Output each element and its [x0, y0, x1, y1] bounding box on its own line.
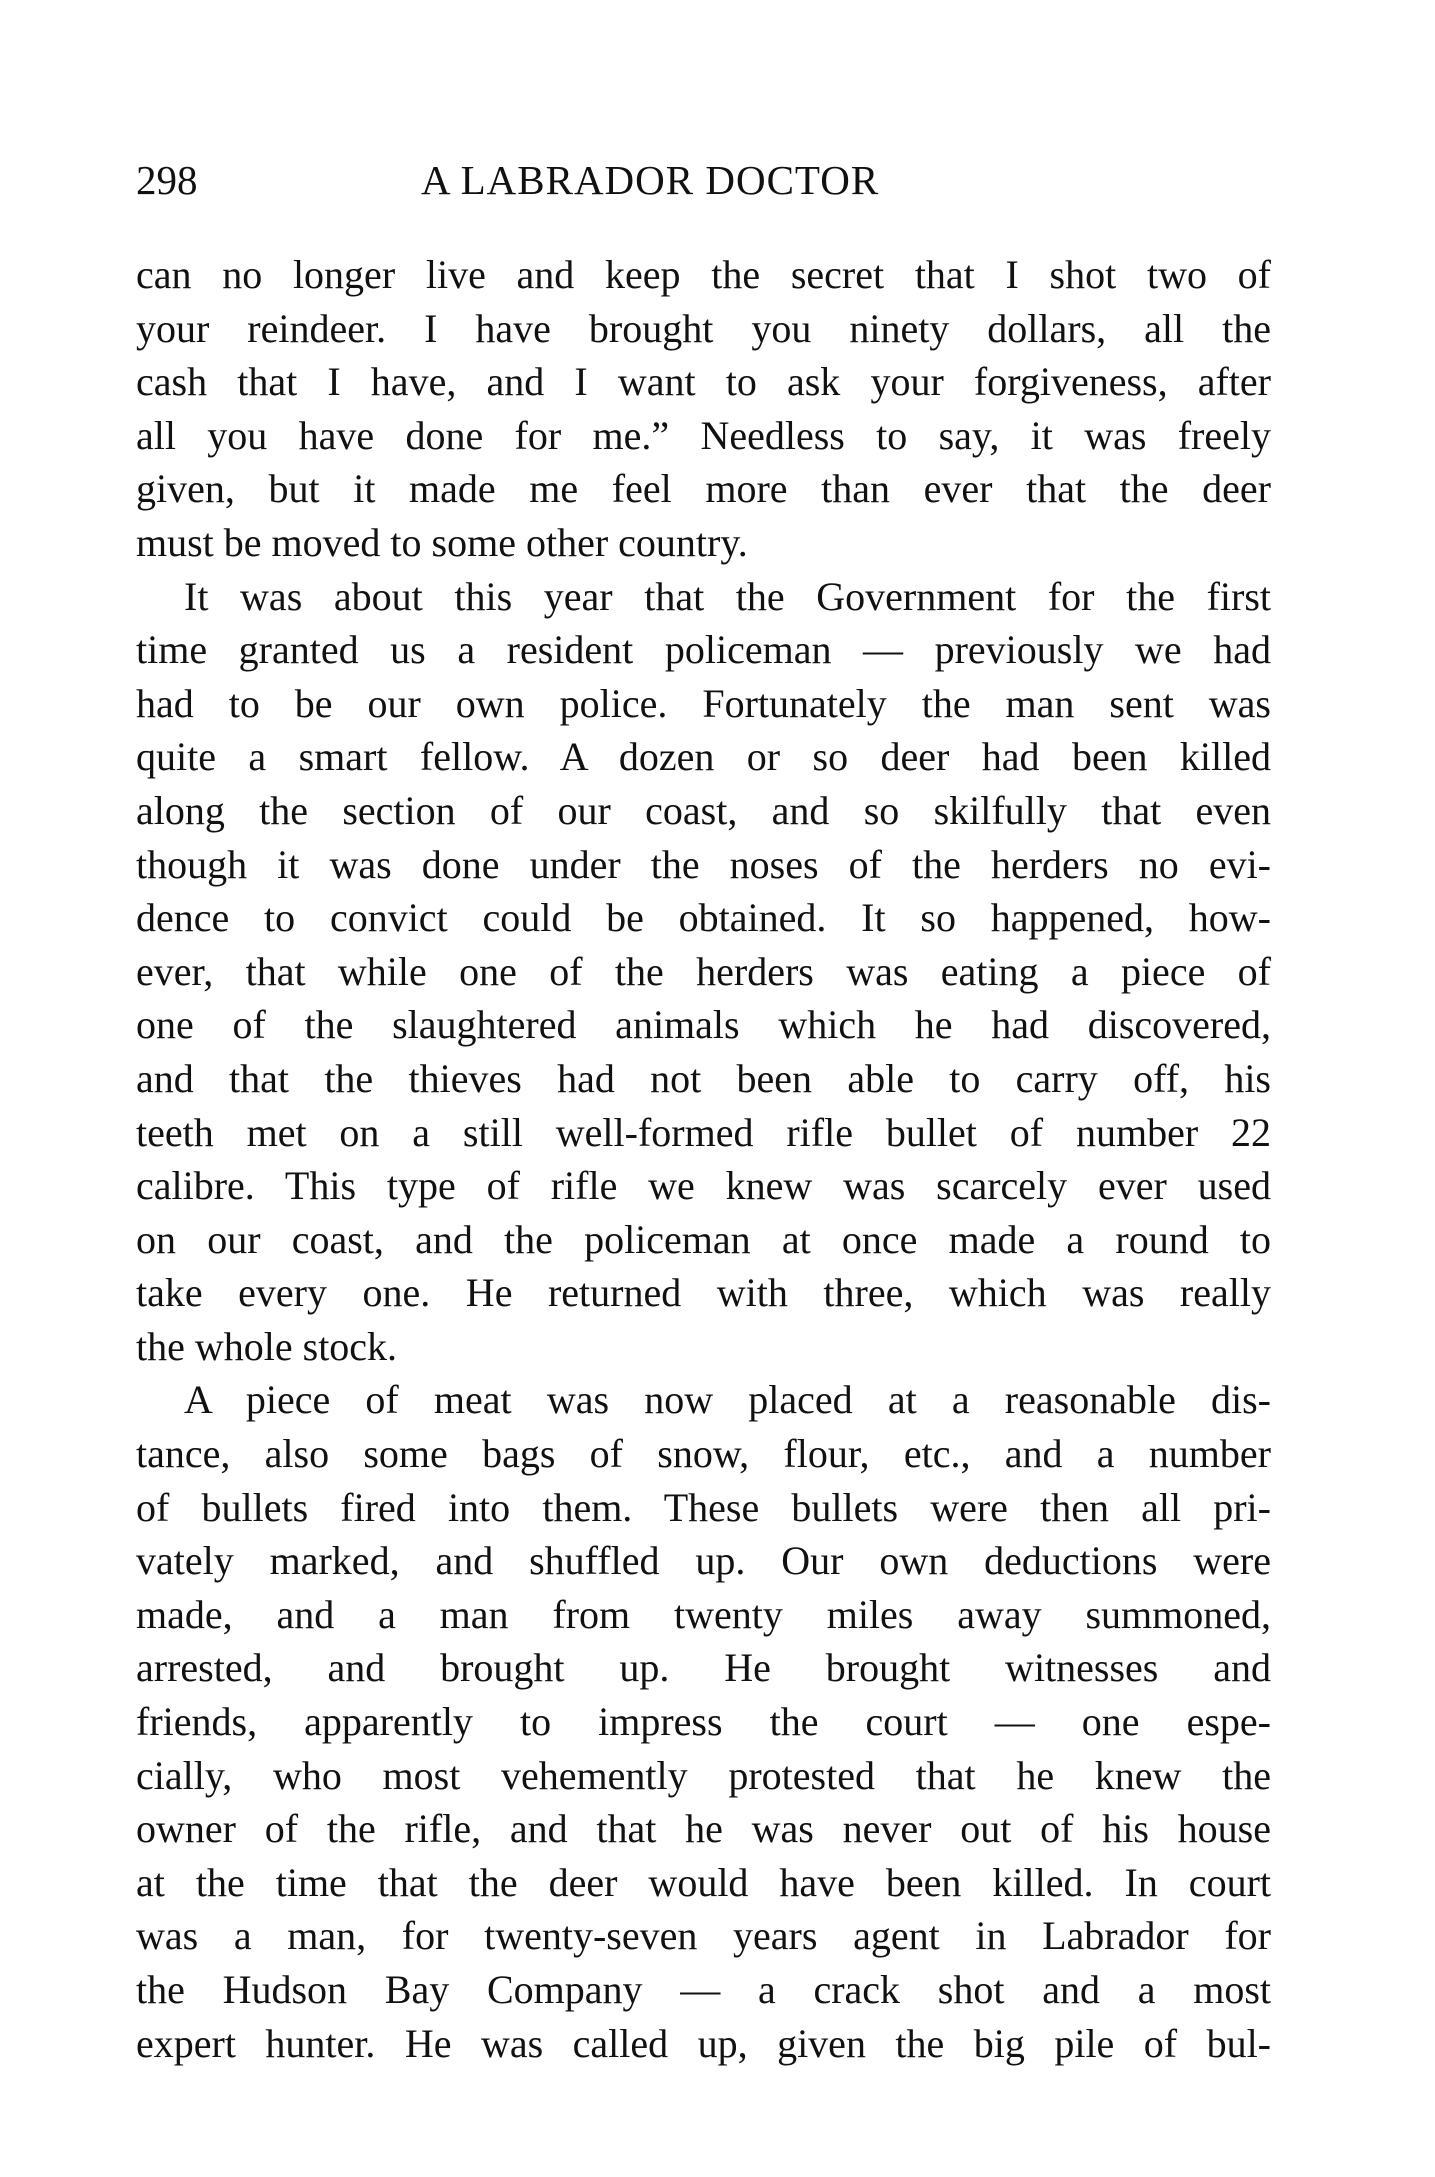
text-line: though it was done under the noses of the herders no evi- [136, 841, 1271, 887]
text-line: on our coast, and the policeman at once made a round to [136, 1216, 1271, 1262]
text-line: the whole stock. [136, 1323, 398, 1369]
text-line: dence to convict could be obtained. It so happened, how- [136, 895, 1271, 941]
text-line: cash that I have, and I want to ask your forgiveness, after [136, 359, 1271, 405]
text-line: time granted us a resident policeman — previously we had [136, 627, 1271, 673]
text-line: along the section of our coast, and so skilfully that even [136, 787, 1271, 833]
text-line: had to be our own police. Fortunately the man sent was [136, 680, 1271, 726]
text-line: made, and a man from twenty miles away summoned, [136, 1591, 1271, 1637]
text-line: teeth met on a still well-formed rifle bullet of number 22 [136, 1109, 1271, 1155]
text-line: calibre. This type of rifle we knew was scarcely ever used [136, 1163, 1271, 1209]
text-line: can no longer live and keep the secret that I shot two of [136, 252, 1271, 297]
text-line: expert hunter. He was called up, given the big pile of bul- [136, 2020, 1271, 2066]
text-line: and that the thieves had not been able to carry off, his [136, 1055, 1271, 1101]
running-head [136, 150, 1271, 210]
text-line: arrested, and brought up. He brought witnesses and [136, 1645, 1271, 1691]
text-line: friends, apparently to impress the court — one espe- [136, 1699, 1271, 1745]
text-line: at the time that the deer would have been killed. In court [136, 1859, 1271, 1905]
body-text [136, 248, 1271, 2070]
text-line: your reindeer. I have brought you ninety dollars, all the [136, 305, 1271, 351]
text-line: must be moved to some other country. [136, 519, 748, 565]
book-title: A LABRADOR DOCTOR [421, 157, 880, 203]
text-line: all you have done for me.” Needless to say, it was freely [136, 412, 1271, 458]
text-line: ever, that while one of the herders was eating a piece of [136, 948, 1271, 994]
text-line: owner of the rifle, and that he was never out of his house [136, 1806, 1271, 1852]
text-line: take every one. He returned with three, which was really [136, 1270, 1271, 1316]
page-number: 298 [136, 157, 198, 203]
text-line: of bullets fired into them. These bullets were then all pri- [136, 1484, 1271, 1530]
text-line: tance, also some bags of snow, flour, etc., and a number [136, 1431, 1271, 1477]
text-line: cially, who most vehemently protested that he knew the [136, 1752, 1271, 1798]
text-line: quite a smart fellow. A dozen or so deer had been killed [136, 734, 1271, 780]
text-line: A piece of meat was now placed at a reasonable dis- [184, 1377, 1271, 1423]
text-line: was a man, for twenty-seven years agent in Labrador for [136, 1913, 1271, 1959]
text-line: It was about this year that the Government for the first [184, 573, 1271, 619]
text-line: given, but it made me feel more than ever that the deer [136, 466, 1271, 512]
text-line: vately marked, and shuffled up. Our own deductions were [136, 1538, 1271, 1584]
text-line: one of the slaughtered animals which he had discovered, [136, 1002, 1271, 1048]
text-line: the Hudson Bay Company — a crack shot and a most [136, 1967, 1271, 2012]
